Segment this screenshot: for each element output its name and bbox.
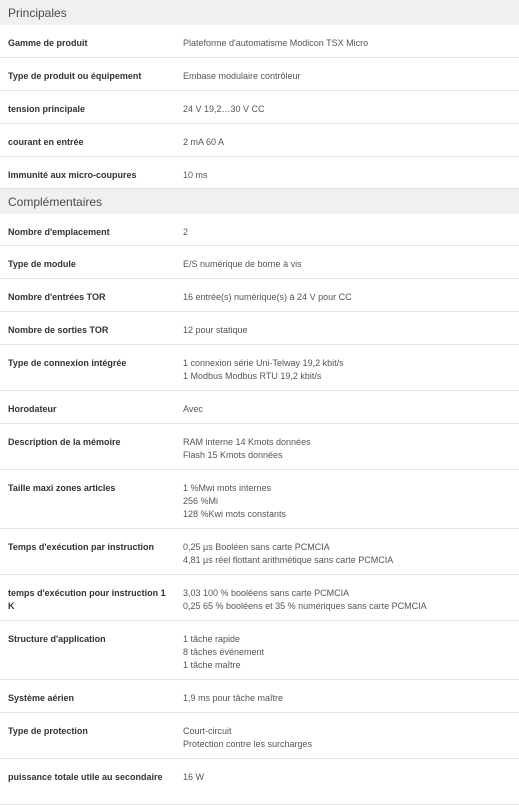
spec-value-cell bbox=[174, 91, 519, 123]
spec-value: 256 %Mi bbox=[183, 496, 219, 506]
spec-row bbox=[0, 124, 519, 157]
spec-label: Type de connexion intégrée bbox=[8, 358, 127, 368]
section-title: Complémentaires bbox=[8, 194, 103, 209]
spec-value: 4,81 µs réel flottant arithmétique sans carte PCMCIA bbox=[183, 555, 394, 565]
section-title: Principales bbox=[8, 5, 67, 20]
spec-value: Embase modulaire contrôleur bbox=[183, 71, 301, 81]
spec-row bbox=[0, 759, 519, 805]
spec-value: 1 tâche rapide bbox=[183, 634, 241, 644]
spec-label: Nombre d'emplacement bbox=[8, 227, 110, 237]
spec-row bbox=[0, 575, 519, 621]
spec-row bbox=[0, 214, 519, 246]
spec-label: Taille maxi zones articles bbox=[8, 483, 116, 493]
spec-value-cell bbox=[174, 391, 519, 423]
spec-value-cell bbox=[174, 214, 519, 245]
spec-row bbox=[0, 529, 519, 575]
spec-value: 1 connexion série Uni-Telway 19,2 kbit/s bbox=[183, 358, 344, 368]
spec-label: puissance totale utile au secondaire bbox=[8, 772, 163, 782]
spec-value-cell bbox=[174, 621, 519, 679]
spec-value-cell bbox=[174, 680, 519, 712]
spec-label: courant en entrée bbox=[8, 137, 84, 147]
spec-label: tension principale bbox=[8, 104, 86, 114]
spec-row bbox=[0, 58, 519, 91]
spec-label: temps d'exécution pour instruction 1 K bbox=[8, 588, 166, 611]
spec-value: 1 tâche maître bbox=[183, 660, 241, 670]
spec-value: 1,9 ms pour tâche maître bbox=[183, 693, 284, 703]
spec-value-cell bbox=[174, 713, 519, 758]
spec-label: Type de module bbox=[8, 259, 76, 269]
spec-value: E/S numérique de borne à vis bbox=[183, 259, 302, 269]
spec-label: Nombre d'entrées TOR bbox=[8, 292, 106, 302]
spec-value-cell bbox=[174, 25, 519, 57]
spec-value: RAM interne 14 Kmots données bbox=[183, 437, 311, 447]
spec-value-cell bbox=[174, 759, 519, 804]
spec-value-cell bbox=[174, 345, 519, 390]
spec-value: Court-circuit bbox=[183, 726, 232, 736]
section-header-complementaires bbox=[0, 189, 519, 214]
spec-row bbox=[0, 312, 519, 345]
spec-value: 2 mA 60 A bbox=[183, 137, 225, 147]
spec-value-cell bbox=[174, 157, 519, 188]
spec-value: 16 W bbox=[183, 772, 205, 782]
spec-value: 1 %Mwi mots internes bbox=[183, 483, 272, 493]
spec-label: Type de produit ou équipement bbox=[8, 71, 142, 81]
spec-label: Horodateur bbox=[8, 404, 57, 414]
spec-row bbox=[0, 246, 519, 279]
spec-row bbox=[0, 621, 519, 680]
spec-row bbox=[0, 345, 519, 391]
spec-row bbox=[0, 424, 519, 470]
spec-label: Système aérien bbox=[8, 693, 75, 703]
spec-value-cell bbox=[174, 470, 519, 528]
spec-value-cell bbox=[174, 246, 519, 278]
spec-value-cell bbox=[174, 575, 519, 620]
spec-value-cell bbox=[174, 424, 519, 469]
spec-label: Temps d'exécution par instruction bbox=[8, 542, 154, 552]
spec-value-cell bbox=[174, 124, 519, 156]
spec-value-cell bbox=[174, 529, 519, 574]
spec-value-cell bbox=[174, 58, 519, 90]
spec-value: 0,25 µs Booléen sans carte PCMCIA bbox=[183, 542, 330, 552]
spec-value: Avec bbox=[183, 404, 203, 414]
spec-value: 8 tâches événement bbox=[183, 647, 265, 657]
spec-value: Protection contre les surcharges bbox=[183, 739, 313, 749]
spec-value-cell bbox=[174, 279, 519, 311]
spec-label: Description de la mémoire bbox=[8, 437, 121, 447]
spec-value: 24 V 19,2…30 V CC bbox=[183, 104, 265, 114]
spec-value: 0,25 65 % booléens et 35 % numériques sans carte PCMCIA bbox=[183, 601, 427, 611]
spec-value: 1 Modbus Modbus RTU 19,2 kbit/s bbox=[183, 371, 322, 381]
spec-value: Flash 15 Kmots données bbox=[183, 450, 283, 460]
spec-row bbox=[0, 279, 519, 312]
section-header-principales bbox=[0, 0, 519, 25]
spec-label: Immunité aux micro-coupures bbox=[8, 170, 137, 180]
spec-row bbox=[0, 470, 519, 529]
spec-label: Type de protection bbox=[8, 726, 88, 736]
spec-label: Nombre de sorties TOR bbox=[8, 325, 109, 335]
spec-value: 128 %Kwi mots constants bbox=[183, 509, 287, 519]
spec-row bbox=[0, 91, 519, 124]
spec-row bbox=[0, 391, 519, 424]
spec-value: Plateforme d'automatisme Modicon TSX Micro bbox=[183, 38, 369, 48]
spec-value: 2 bbox=[183, 227, 189, 237]
spec-label: Structure d'application bbox=[8, 634, 106, 644]
spec-value: 10 ms bbox=[183, 170, 208, 180]
spec-label: Gamme de produit bbox=[8, 38, 88, 48]
spec-row bbox=[0, 157, 519, 189]
spec-value: 16 entrée(s) numérique(s) à 24 V pour CC bbox=[183, 292, 352, 302]
spec-value: 12 pour statique bbox=[183, 325, 248, 335]
spec-row bbox=[0, 25, 519, 58]
spec-value: 3,03 100 % booléens sans carte PCMCIA bbox=[183, 588, 350, 598]
spec-row bbox=[0, 713, 519, 759]
spec-value-cell bbox=[174, 312, 519, 344]
spec-row bbox=[0, 680, 519, 713]
